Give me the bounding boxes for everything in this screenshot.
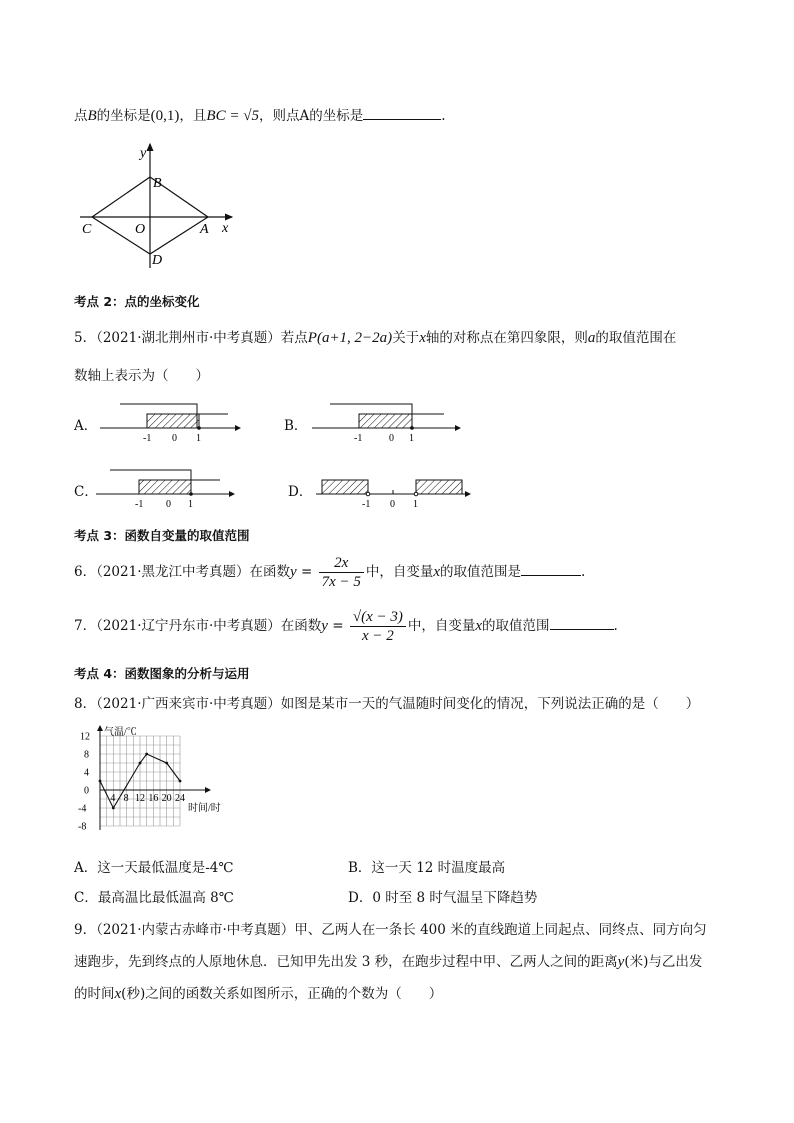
- data-point: [179, 780, 182, 783]
- svg-text:0: 0: [166, 499, 171, 510]
- x-tick-label: 20: [161, 793, 172, 804]
- label-x: x: [222, 221, 229, 236]
- number-line-b: [312, 398, 467, 448]
- y-tick-label: 4: [84, 767, 89, 779]
- svg-text:1: 1: [196, 433, 201, 444]
- section-kaodian-4: 考点 4：函数图象的分析与运用: [74, 666, 250, 681]
- label-B: B: [153, 176, 162, 191]
- q5-option-b[interactable]: B．: [284, 418, 308, 434]
- chart-ylabel: 气温/℃: [104, 727, 137, 738]
- x-tick-label: 4: [110, 793, 116, 804]
- q5-option-c[interactable]: C．: [74, 484, 98, 500]
- q8-statement: 8．（2021·广西来宾市·中考真题）如图是某市一天的气温随时间变化的情况，下列说法正确的是（ ）: [74, 696, 700, 712]
- data-point: [145, 753, 148, 756]
- svg-text:-1: -1: [354, 433, 363, 444]
- label-C: C: [82, 222, 92, 237]
- answer-blank-q4[interactable]: [363, 119, 441, 120]
- x-tick-label: 12: [135, 793, 145, 804]
- x-tick-label: 8: [123, 793, 129, 804]
- data-point: [165, 762, 168, 765]
- q4-statement: 点B的坐标是(0,1)，且BC = √5，则点A的坐标是 .: [74, 108, 446, 124]
- q7-fraction: $\frac{√(x - 3)}{x - 2}$: [350, 608, 406, 645]
- answer-blank-q7[interactable]: [550, 629, 614, 630]
- svg-text:0: 0: [172, 433, 177, 444]
- number-line-d: [316, 464, 476, 514]
- q7-statement: 7．（2021·辽宁丹东市·中考真题）在函数y = $\frac{√(x - 3)}{x - 2}$ 中，自变量x的取值范围 .: [74, 609, 618, 644]
- y-tick-label: 8: [84, 749, 89, 761]
- y-tick-label: -8: [78, 821, 87, 833]
- svg-text:-1: -1: [135, 499, 144, 510]
- svg-text:1: 1: [188, 499, 193, 510]
- q9-line2: 速跑步，先到终点的人原地休息．已知甲先出发 3 秒，在跑步过程中甲、乙两人之间的距离y(米)与乙出发: [74, 954, 703, 970]
- svg-text:1: 1: [413, 499, 418, 510]
- section-kaodian-3: 考点 3：函数自变量的取值范围: [74, 528, 250, 543]
- q5-option-a[interactable]: A．: [74, 418, 98, 434]
- q8-option-c[interactable]: C．最高温比最低温高 8℃: [74, 890, 234, 906]
- svg-text:-1: -1: [362, 499, 371, 510]
- q8-option-a[interactable]: A．这一天最低温度是-4℃: [74, 860, 234, 876]
- svg-text:0: 0: [390, 499, 395, 510]
- number-line-a: [100, 398, 250, 448]
- rhombus-figure: [76, 140, 246, 275]
- chart-xlabel: 时间/时: [188, 803, 221, 814]
- temperature-chart: [76, 724, 246, 836]
- section-kaodian-2: 考点 2：点的坐标变化: [74, 294, 200, 309]
- y-tick-label: 12: [80, 731, 90, 743]
- data-point: [139, 762, 142, 765]
- chart-grid: [100, 736, 180, 826]
- svg-text:-1: -1: [143, 433, 152, 444]
- label-A: A: [200, 222, 209, 237]
- q5-line1: 5．（2021·湖北荆州市·中考真题）若点P(a+1, 2−2a)关于x轴的对称点在第四象限，则a的取值范围在: [74, 330, 677, 346]
- q8-option-b[interactable]: B．这一天 12 时温度最高: [348, 860, 506, 876]
- label-D: D: [152, 253, 163, 268]
- q6-fraction: $\frac{2x}{7x - 5}$: [319, 554, 364, 591]
- x-tick-label: 24: [175, 793, 185, 804]
- label-y: y: [140, 146, 147, 161]
- svg-text:1: 1: [409, 433, 414, 444]
- x-tick-label: 16: [148, 793, 159, 804]
- svg-text:0: 0: [389, 433, 394, 444]
- label-O: O: [135, 222, 146, 237]
- q5-line2: 数轴上表示为（ ）: [74, 368, 209, 384]
- q9-line1: 9．（2021·内蒙古赤峰市·中考真题）甲、乙两人在一条长 400 米的直线跑道上同起点、同终点、同方向匀: [74, 922, 707, 938]
- y-tick-label: -4: [78, 803, 87, 815]
- answer-blank-q6[interactable]: [521, 575, 581, 576]
- data-point: [112, 807, 115, 810]
- q9-line3: 的时间x(秒)之间的函数关系如图所示，正确的个数为（ ）: [74, 986, 443, 1002]
- q8-option-d[interactable]: D．0 时至 8 时气温呈下降趋势: [348, 890, 538, 906]
- q6-statement: 6．（2021·黑龙江中考真题）在函数y = $\frac{2x}{7x - 5}$ 中，自变量x的取值范围是 .: [74, 555, 586, 590]
- q5-option-d[interactable]: D．: [288, 484, 313, 500]
- data-point: [99, 780, 102, 783]
- number-line-c: [96, 464, 241, 514]
- y-tick-label: 0: [84, 785, 89, 797]
